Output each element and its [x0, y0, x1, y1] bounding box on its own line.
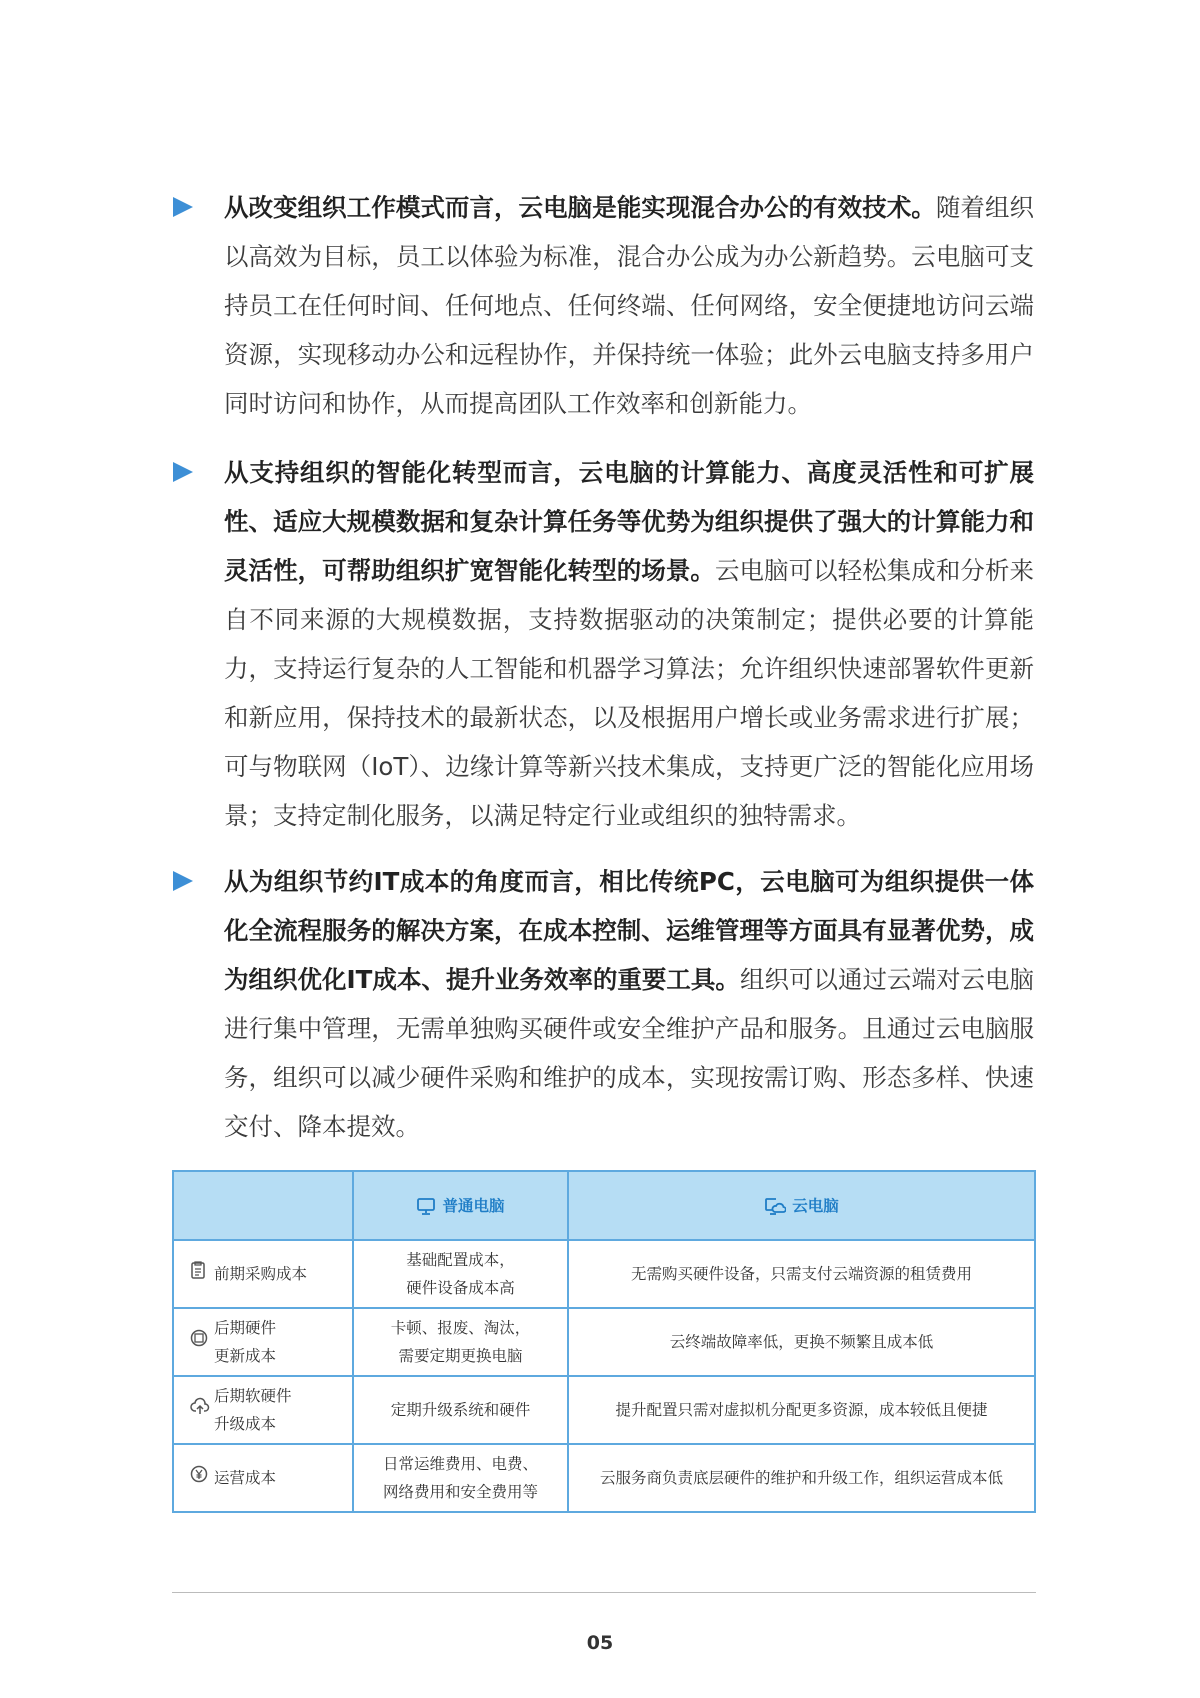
pc-cell-line: 定期升级系统和硬件: [390, 1401, 531, 1419]
header-cloud-label: 云电脑: [792, 1196, 839, 1215]
table-row: [173, 1308, 1035, 1376]
header-pc: [353, 1171, 568, 1240]
page-number: 05: [586, 1632, 614, 1654]
cloud-cell: 云终端故障率低，更换不频繁且成本低: [568, 1308, 1035, 1376]
row-label-text: 后期硬件: [214, 1319, 277, 1337]
bullet-triangle-icon: [173, 871, 193, 891]
header-cloud: [568, 1171, 1035, 1240]
pc-cell: [353, 1444, 568, 1512]
cloud-cell: 提升配置只需对虚拟机分配更多资源，成本较低且便捷: [568, 1376, 1035, 1444]
paragraph-2-lead: 从支持组织的智能化转型而言，云电脑的计算能力、高度灵活性和可扩展性、适应大规模数据和复杂计算任务等优势为组织提供了强大的计算能力和灵活性，可帮助组织扩宽智能化转型的场景。: [224, 458, 1034, 585]
row-label: [173, 1240, 353, 1308]
row-label-text: 升级成本: [214, 1415, 277, 1433]
pc-cell-line: 需要定期更换电脑: [398, 1347, 523, 1365]
table-row: [173, 1240, 1035, 1308]
table-row: [173, 1444, 1035, 1512]
pc-cell-line: 网络费用和安全费用等: [382, 1483, 538, 1501]
pc-cell-line: 基础配置成本，: [406, 1251, 515, 1269]
footer-divider: [172, 1592, 1036, 1593]
pc-cell-line: 日常运维费用、电费、: [382, 1455, 538, 1473]
bullet-triangle-icon: [173, 462, 193, 482]
paragraph-2: [224, 448, 1034, 840]
table-header-row: [173, 1171, 1035, 1240]
monitor-icon: [416, 1196, 436, 1216]
paragraph-3: [224, 857, 1034, 1151]
pc-cell-line: 卡顿、报废、淘汰，: [390, 1319, 531, 1337]
paragraph-2-body: 云电脑可以轻松集成和分析来自不同来源的大规模数据，支持数据驱动的决策制定；提供必要的计算能力，支持运行复杂的人工智能和机器学习算法；允许组织快速部署软件更新和新应用，保持技术的最新状态，以及根据用户增长或业务需求进行扩展；可与物联网（IoT）、边缘计算等新兴技术集成，支持更广泛的智能化应用场景；支持定制化服务，以满足特定行业或组织的独特需求。: [224, 556, 1034, 830]
row-label-text: 前期采购成本: [214, 1265, 308, 1283]
paragraph-1-body: 随着组织以高效为目标，员工以体验为标准，混合办公成为办公新趋势。云电脑可支持员工在任何时间、任何地点、任何终端、任何网络，安全便捷地访问云端资源，实现移动办公和远程协作，并保持统一体验；此外云电脑支持多用户同时访问和协作，从而提高团队工作效率和创新能力。: [224, 193, 1034, 418]
yen-icon: [190, 1464, 208, 1492]
hardware-icon: [190, 1328, 208, 1356]
row-label: [173, 1308, 353, 1376]
row-label: [173, 1444, 353, 1512]
pc-cell: [353, 1308, 568, 1376]
row-label: [173, 1376, 353, 1444]
paragraph-3-body: 组织可以通过云端对云电脑进行集中管理，无需单独购买硬件或安全维护产品和服务。且通过云电脑服务，组织可以减少硬件采购和维护的成本，实现按需订购、形态多样、快速交付、降本提效。: [224, 965, 1035, 1141]
clipboard-icon: [190, 1260, 208, 1289]
paragraph-3-lead: 从为组织节约IT成本的角度而言，相比传统PC，云电脑可为组织提供一体化全流程服务的解决方案，在成本控制、运维管理等方面具有显著优势，成为组织优化IT成本、提升业务效率的重要工具。: [224, 867, 1034, 994]
header-pc-label: 普通电脑: [442, 1196, 505, 1215]
pc-cell: [353, 1240, 568, 1308]
bullet-triangle-icon: [173, 197, 193, 217]
row-label-text: 更新成本: [214, 1347, 277, 1365]
paragraph-1-lead: 从改变组织工作模式而言，云电脑是能实现混合办公的有效技术。: [224, 193, 936, 222]
cloud-upload-icon: [190, 1396, 208, 1424]
paragraph-1: [224, 183, 1034, 428]
row-label-text: 运营成本: [214, 1469, 277, 1488]
header-empty: [173, 1171, 353, 1240]
pc-cell-line: 硬件设备成本高: [406, 1279, 515, 1297]
table-row: [173, 1376, 1035, 1444]
cloud-cell: 无需购买硬件设备，只需支付云端资源的租赁费用: [568, 1240, 1035, 1308]
row-label-text: 后期软硬件: [214, 1387, 292, 1405]
pc-cell: [353, 1376, 568, 1444]
cost-comparison-table: [172, 1170, 1036, 1513]
cloud-cell: 云服务商负责底层硬件的维护和升级工作，组织运营成本低: [568, 1444, 1035, 1512]
cloud-computer-icon: [764, 1196, 786, 1216]
